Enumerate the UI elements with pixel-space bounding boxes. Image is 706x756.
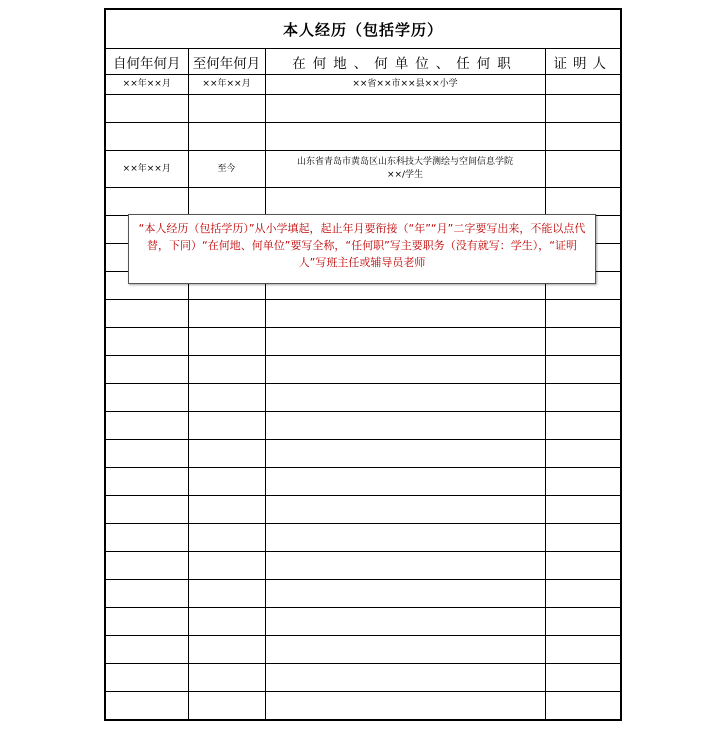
table-row — [105, 412, 621, 440]
table-row — [105, 384, 621, 412]
cell-place[interactable] — [265, 328, 545, 356]
cell-place[interactable] — [265, 123, 545, 151]
cell-place[interactable] — [265, 636, 545, 664]
cell-witness[interactable] — [545, 151, 621, 188]
cell-from[interactable] — [105, 328, 188, 356]
cell-from[interactable] — [105, 188, 188, 216]
title-row — [105, 9, 621, 49]
cell-to[interactable] — [188, 384, 265, 412]
cell-to[interactable] — [188, 580, 265, 608]
header-place: 在何地、何单位、任何职 — [265, 49, 545, 75]
cell-place[interactable] — [265, 468, 545, 496]
table-row — [105, 95, 621, 123]
table-row — [105, 300, 621, 328]
cell-witness[interactable] — [545, 496, 621, 524]
cell-from[interactable] — [105, 412, 188, 440]
cell-to[interactable]: ××年××月 — [188, 75, 265, 95]
table-row — [105, 75, 621, 95]
cell-to[interactable] — [188, 440, 265, 468]
cell-to[interactable] — [188, 356, 265, 384]
cell-place[interactable] — [265, 384, 545, 412]
table-row — [105, 692, 621, 721]
cell-place[interactable] — [265, 440, 545, 468]
cell-to[interactable] — [188, 328, 265, 356]
cell-from[interactable] — [105, 552, 188, 580]
cell-witness[interactable] — [545, 524, 621, 552]
cell-from[interactable] — [105, 95, 188, 123]
cell-place[interactable] — [265, 496, 545, 524]
cell-from[interactable] — [105, 524, 188, 552]
cell-from[interactable]: ××年××月 — [105, 151, 188, 188]
cell-witness[interactable] — [545, 608, 621, 636]
table-row — [105, 608, 621, 636]
cell-place[interactable] — [265, 151, 545, 188]
cell-witness[interactable] — [545, 123, 621, 151]
cell-to[interactable] — [188, 123, 265, 151]
cell-from[interactable] — [105, 636, 188, 664]
cell-witness[interactable] — [545, 440, 621, 468]
cell-witness[interactable] — [545, 664, 621, 692]
cell-witness[interactable] — [545, 636, 621, 664]
cell-witness[interactable] — [545, 300, 621, 328]
cell-witness[interactable] — [545, 412, 621, 440]
cell-place[interactable] — [265, 664, 545, 692]
cell-place-line2: ××/学生 — [386, 170, 424, 180]
table-title: 本人经历（包括学历） — [105, 9, 621, 49]
cell-place[interactable] — [265, 580, 545, 608]
table-row — [105, 188, 621, 216]
table-row — [105, 328, 621, 356]
cell-place[interactable] — [265, 524, 545, 552]
cell-from[interactable] — [105, 468, 188, 496]
cell-from[interactable] — [105, 608, 188, 636]
cell-place[interactable] — [265, 300, 545, 328]
table-row — [105, 496, 621, 524]
cell-to[interactable] — [188, 188, 265, 216]
cell-place[interactable] — [265, 188, 545, 216]
header-from: 自何年何月 — [105, 49, 188, 75]
cell-place[interactable] — [265, 95, 545, 123]
cell-to[interactable] — [188, 524, 265, 552]
table-row — [105, 468, 621, 496]
cell-from[interactable] — [105, 692, 188, 721]
cell-from[interactable] — [105, 356, 188, 384]
header-row — [105, 49, 621, 75]
cell-to[interactable] — [188, 496, 265, 524]
table-row — [105, 552, 621, 580]
cell-from[interactable]: ××年××月 — [105, 75, 188, 95]
cell-witness[interactable] — [545, 468, 621, 496]
cell-witness[interactable] — [545, 692, 621, 721]
cell-to[interactable] — [188, 412, 265, 440]
cell-to[interactable]: 至今 — [188, 151, 265, 188]
cell-witness[interactable] — [545, 384, 621, 412]
cell-witness[interactable] — [545, 188, 621, 216]
header-to: 至何年何月 — [188, 49, 265, 75]
cell-from[interactable] — [105, 580, 188, 608]
cell-to[interactable] — [188, 300, 265, 328]
cell-place[interactable] — [265, 356, 545, 384]
cell-place-line1: 山东省青岛市黄岛区山东科技大学测绘与空间信息学院 — [296, 157, 513, 167]
cell-place[interactable] — [265, 692, 545, 721]
table-row — [105, 664, 621, 692]
cell-to[interactable] — [188, 692, 265, 721]
cell-witness[interactable] — [545, 75, 621, 95]
cell-to[interactable] — [188, 552, 265, 580]
cell-place[interactable]: ××省××市××县××小学 — [265, 75, 545, 95]
table-row — [105, 440, 621, 468]
header-witness: 证明人 — [545, 49, 621, 75]
cell-witness[interactable] — [545, 580, 621, 608]
cell-place[interactable] — [265, 608, 545, 636]
cell-place[interactable] — [265, 552, 545, 580]
cell-to[interactable] — [188, 95, 265, 123]
cell-from[interactable] — [105, 123, 188, 151]
table-row — [105, 123, 621, 151]
resume-table — [104, 8, 622, 721]
cell-from[interactable] — [105, 384, 188, 412]
cell-witness[interactable] — [545, 328, 621, 356]
cell-witness[interactable] — [545, 95, 621, 123]
cell-to[interactable] — [188, 608, 265, 636]
annotation-note: “本人经历（包括学历）”从小学填起，起止年月要衔接（“年”“月”二字要写出来，不能以点代替，下同）“在何地、何单位”要写全称，“任何职”写主要职务（没有就写：学生），“证明人”写班主任或辅导员老师 — [128, 214, 596, 284]
cell-from[interactable] — [105, 496, 188, 524]
table-row — [105, 151, 621, 188]
cell-from[interactable] — [105, 300, 188, 328]
table-row — [105, 356, 621, 384]
table-row — [105, 580, 621, 608]
cell-place[interactable] — [265, 412, 545, 440]
table-row — [105, 524, 621, 552]
cell-witness[interactable] — [545, 552, 621, 580]
cell-witness[interactable] — [545, 356, 621, 384]
cell-from[interactable] — [105, 440, 188, 468]
cell-to[interactable] — [188, 468, 265, 496]
table-row — [105, 636, 621, 664]
cell-to[interactable] — [188, 664, 265, 692]
cell-to[interactable] — [188, 636, 265, 664]
cell-from[interactable] — [105, 664, 188, 692]
